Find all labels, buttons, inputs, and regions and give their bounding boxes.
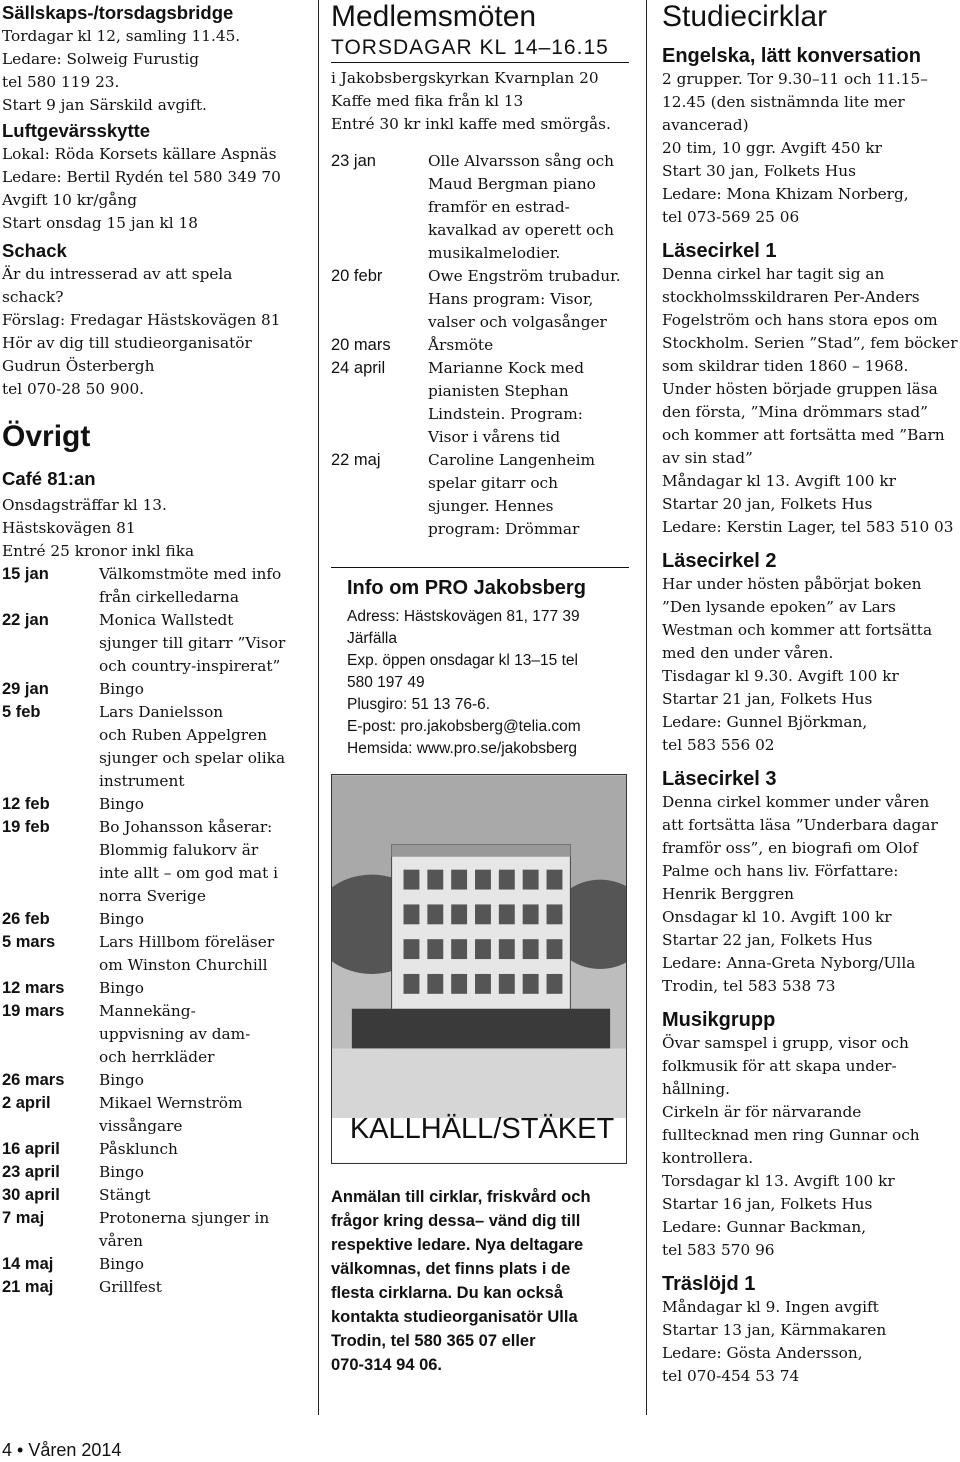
- schedule-text: Protonerna sjunger in våren: [99, 1209, 270, 1250]
- schedule-row: [2, 701, 312, 793]
- schedule-text: Bingo: [99, 1163, 144, 1181]
- schedule-row: [2, 816, 312, 908]
- page-footer: 4 • Våren 2014: [2, 1440, 122, 1460]
- schedule-date: 7 maj: [2, 1209, 45, 1227]
- schedule-text: Välkomstmöte med info från cirkelledarna: [99, 565, 282, 606]
- schedule-row: [2, 1069, 312, 1092]
- schedule-row: [331, 265, 633, 334]
- column-middle: [331, 0, 633, 1377]
- schedule-text: Caroline Langenheim spelar gitarr och sjunger. Hennes program: Drömmar: [428, 451, 596, 538]
- schedule-text: Marianne Kock med pianisten Stephan Lindstein. Program: Visor i vårens tid: [428, 359, 585, 446]
- section-text: Onsdagsträffar kl 13. Hästskovägen 81 Entré 25 kronor inkl fika: [2, 496, 195, 560]
- schedule-row: [331, 334, 633, 357]
- schedule-row: [2, 1253, 312, 1276]
- section-text: Tordagar kl 12, samling 11.45. Ledare: Solweig Furustig tel 580 119 23. Start 9 jan Särskild avgift.: [2, 27, 241, 114]
- column-divider: [318, 0, 319, 1415]
- studiecirklar-title: Studiecirklar: [662, 0, 828, 33]
- schedule-date: 22 maj: [331, 451, 381, 469]
- schedule-date: 23 jan: [331, 152, 376, 170]
- schedule-row: [2, 1184, 312, 1207]
- info-box: [331, 567, 629, 760]
- schedule-row: [2, 1161, 312, 1184]
- circle-title: Engelska, lätt konversation: [662, 45, 921, 67]
- schedule-text: Bingo: [99, 1255, 144, 1273]
- section-text: Lokal: Röda Korsets källare Aspnäs Ledare: Bertil Rydén tel 580 349 70 Avgift 10 kr/gång Start onsdag 15 jan kl 18: [2, 145, 281, 232]
- schedule-text: Olle Alvarsson sång och Maud Bergman piano framför en estrad- kavalkad av operett och musikalmelodier.: [428, 152, 614, 262]
- cafe-schedule: [2, 563, 312, 1299]
- schedule-date: 26 mars: [2, 1071, 65, 1089]
- schedule-date: 12 feb: [2, 795, 50, 813]
- circle-title: Musikgrupp: [662, 1009, 776, 1031]
- schedule-date: 12 mars: [2, 979, 65, 997]
- schedule-row: [2, 563, 312, 609]
- schedule-row: [2, 1276, 312, 1299]
- schedule-text: Bingo: [99, 910, 144, 928]
- schedule-row: [2, 977, 312, 1000]
- schedule-date: 2 april: [2, 1094, 51, 1112]
- circle-text: Har under hösten påbörjat boken ”Den lysande epoken” av Lars Westman och kommer att fortsätta med den under våren. Tisdagar kl 9.30. Avgift 100 kr Startar 21 jan, Folkets Hus Ledare: Gunnel Björkman, tel 583 556 02: [662, 575, 933, 754]
- schedule-text: Stängt: [99, 1186, 151, 1204]
- schedule-date: 20 mars: [331, 336, 391, 354]
- circle-text: Måndagar kl 9. Ingen avgift Startar 13 jan, Kärnmakaren Ledare: Gösta Andersson, tel 070-454 53 74: [662, 1298, 887, 1385]
- schedule-date: 16 april: [2, 1140, 60, 1158]
- building-photo: [331, 774, 633, 1169]
- schedule-text: Grillfest: [99, 1278, 162, 1296]
- schedule-date: 23 april: [2, 1163, 60, 1181]
- meetings-intro: i Jakobsbergskyrkan Kvarnplan 20 Kaffe med fika från kl 13 Entré 30 kr inkl kaffe med smörgås.: [331, 69, 611, 133]
- schedule-text: Monica Wallstedt sjunger till gitarr ”Visor och country-inspirerat”: [99, 611, 286, 675]
- schedule-row: [331, 150, 633, 265]
- signup-note: Anmälan till cirklar, friskvård och frågor kring dessa– vänd dig till respektive ledare. Nya deltagare välkomnas, det finns plats i de flesta cirklarna. Du kan också kontakta studieorganisatör Ulla Trodin, tel 580 365 07 eller 070-314 94 06.: [331, 1188, 591, 1374]
- schedule-row: [2, 609, 312, 678]
- schedule-date: 19 mars: [2, 1002, 65, 1020]
- schedule-row: [2, 908, 312, 931]
- schedule-date: 5 mars: [2, 933, 56, 951]
- column-divider: [646, 0, 647, 1415]
- schedule-row: [2, 1138, 312, 1161]
- circle-text: 2 grupper. Tor 9.30–11 och 11.15– 12.45 (den sistnämnda lite mer avancerad) 20 tim, 10 ggr. Avgift 450 kr Start 30 jan, Folkets Hus Ledare: Mona Khizam Norberg, tel 073-569 25 06: [662, 70, 928, 226]
- section-title: Schack: [2, 240, 67, 261]
- schedule-date: 5 feb: [2, 703, 41, 721]
- schedule-date: 21 maj: [2, 1278, 54, 1296]
- schedule-row: [2, 678, 312, 701]
- schedule-row: [331, 449, 633, 541]
- schedule-date: 30 april: [2, 1186, 60, 1204]
- schedule-date: 19 feb: [2, 818, 50, 836]
- circle-title: Läsecirkel 1: [662, 240, 777, 262]
- circle-title: Träslöjd 1: [662, 1273, 756, 1295]
- meetings-title: Medlemsmöten: [331, 0, 537, 33]
- circle-text: Denna cirkel kommer under våren att fortsätta läsa ”Underbara dagar framför oss”, en biografi om Olof Palme och hans liv. Författare: Henrik Berggren Onsdagar kl 10. Avgift 100 kr Startar 22 jan, Folkets Hus Ledare: Anna-Greta Nyborg/Ulla Trodin, tel 583 538 73: [662, 793, 938, 995]
- schedule-text: Lars Danielsson och Ruben Appelgren sjunger och spelar olika instrument: [99, 703, 286, 790]
- schedule-row: [331, 357, 633, 449]
- schedule-text: Bingo: [99, 979, 144, 997]
- circle-text: Övar samspel i grupp, visor och folkmusik för att skapa under- hållning. Cirkeln är för närvarande fulltecknad men ring Gunnar och kontrollera. Torsdagar kl 13. Avgift 100 kr Startar 16 jan, Folkets Hus Ledare: Gunnar Backman, tel 583 570 96: [662, 1034, 920, 1259]
- schedule-text: Årsmöte: [428, 336, 494, 354]
- schedule-row: [2, 1207, 312, 1253]
- schedule-row: [2, 793, 312, 816]
- ovrigt-heading: Övrigt: [2, 420, 91, 453]
- section-title: Café 81:an: [2, 468, 96, 489]
- schedule-text: Lars Hillbom föreläser om Winston Churchill: [99, 933, 275, 974]
- meetings-schedule: [331, 150, 633, 541]
- schedule-date: 29 jan: [2, 680, 49, 698]
- schedule-date: 14 maj: [2, 1255, 54, 1273]
- schedule-date: 20 febr: [331, 267, 383, 285]
- schedule-row: [2, 1000, 312, 1069]
- study-circles: [662, 44, 958, 1388]
- meetings-subtitle: TORSDAGAR KL 14–16.15: [331, 34, 629, 63]
- schedule-row: [2, 1092, 312, 1138]
- schedule-date: 15 jan: [2, 565, 49, 583]
- schedule-text: Mannekäng- uppvisning av dam- och herrkläder: [99, 1002, 251, 1066]
- schedule-row: [2, 931, 312, 977]
- circle-text: Denna cirkel har tagit sig an stockholmsskildraren Per-Anders Fogelström och hans stora epos om Stockholm. Serien ”Stad”, fem böcker som skildrar tiden 1860 – 1968. Under hösten började gruppen läsa den första, ”Mina drömmars stad” och kommer att fortsätta med ”Barn av sin stad” Måndagar kl 13. Avgift 100 kr Startar 20 jan, Folkets Hus Ledare: Kerstin Lager, tel 583 510 03: [662, 265, 958, 536]
- circle-title: Läsecirkel 2: [662, 550, 777, 572]
- circle-title: Läsecirkel 3: [662, 768, 777, 790]
- schedule-text: Bo Johansson kåserar: Blommig falukorv är inte allt – om god mat i norra Sverige: [99, 818, 278, 905]
- schedule-date: 26 feb: [2, 910, 50, 928]
- schedule-text: Bingo: [99, 795, 144, 813]
- info-lines: Adress: Hästskovägen 81, 177 39 Järfälla Exp. öppen onsdagar kl 13–15 tel 580 197 49 Plusgiro: 51 13 76-6. E-post: pro.jakobsberg@telia.com Hemsida: www.pro.se/jakobsberg: [347, 608, 581, 757]
- info-title: Info om PRO Jakobsberg: [347, 577, 586, 599]
- schedule-text: Owe Engström trubadur. Hans program: Visor, valser och volgasånger: [428, 267, 621, 331]
- column-right: [662, 0, 958, 1388]
- photo-caption: KALLHÄLL/STÄKET: [349, 1113, 615, 1145]
- schedule-text: Bingo: [99, 1071, 144, 1089]
- section-title: Luftgevärsskytte: [2, 120, 151, 141]
- schedule-text: Bingo: [99, 680, 144, 698]
- schedule-date: 22 jan: [2, 611, 49, 629]
- schedule-text: Mikael Wernström vissångare: [99, 1094, 243, 1135]
- section-text: Är du intresserad av att spela schack? Förslag: Fredagar Hästskovägen 81 Hör av dig till studieorganisatör Gudrun Österbergh tel 070-28 50 900.: [2, 265, 281, 398]
- column-left: [2, 0, 312, 1299]
- schedule-date: 24 april: [331, 359, 386, 377]
- schedule-text: Påsklunch: [99, 1140, 178, 1158]
- section-title: Sällskaps-/torsdagsbridge: [2, 2, 234, 23]
- building-photo-image: [331, 774, 627, 1164]
